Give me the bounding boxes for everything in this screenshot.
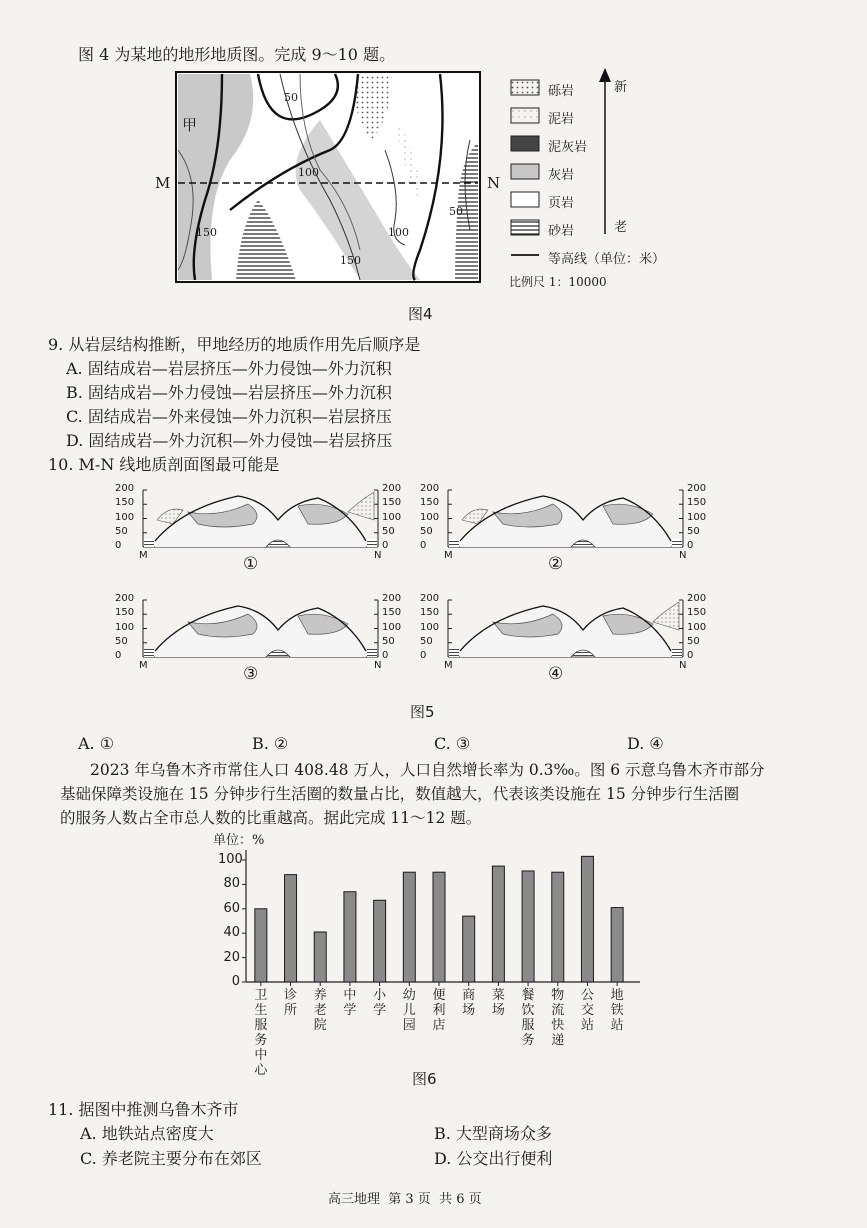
y-tick-label: 40: [223, 925, 240, 941]
q10-option-c: C. ③: [434, 734, 471, 753]
y-tick-label: 80: [223, 876, 240, 892]
endpoint-N: N: [374, 550, 382, 561]
axis-tick-label: 150: [115, 607, 135, 619]
axis-tick-label: 0: [382, 540, 389, 551]
bar: [344, 892, 356, 982]
q9-option-c: C. 固结成岩—外来侵蚀—外力沉积—岩层挤压: [66, 407, 392, 426]
axis-tick-label: 150: [687, 497, 707, 509]
q11-option-b: B. 大型商场众多: [434, 1124, 552, 1143]
axis-tick-label: 150: [687, 607, 707, 619]
endpoint-M: M: [444, 550, 453, 561]
contour-label: 150: [196, 226, 217, 239]
q10-option-a: A. ①: [78, 734, 115, 753]
legend-mudstone: 泥岩: [548, 112, 575, 127]
axis-tick-label: 50: [115, 525, 128, 537]
page-footer: 高三地理 第 3 页 共 6 页: [328, 1192, 482, 1207]
fig4-caption: 图4: [408, 305, 433, 323]
bar: [522, 871, 534, 982]
bar: [374, 900, 386, 982]
legend-shale: 页岩: [548, 196, 575, 211]
fig4-intro: 图 4 为某地的地形地质图。完成 9～10 题。: [78, 45, 396, 64]
bar: [581, 856, 593, 982]
legend-conglomerate: 砾岩: [548, 84, 575, 99]
legend-limestone: 灰岩: [548, 168, 575, 183]
axis-tick-label: 150: [420, 607, 440, 619]
contour-label: 50: [284, 91, 298, 104]
q9-option-b: B. 固结成岩—外力侵蚀—岩层挤压—外力沉积: [66, 383, 392, 402]
axis-tick-label: 100: [420, 511, 440, 523]
bar: [403, 872, 415, 982]
axis-tick-label: 200: [687, 593, 707, 604]
chart-unit-label: 单位：%: [213, 833, 265, 848]
x-category-label: 诊所: [284, 988, 298, 1018]
bar: [314, 932, 326, 982]
profile-number-label: ④: [548, 664, 564, 684]
axis-tick-label: 0: [420, 650, 427, 661]
x-category-label: 菜场: [491, 988, 505, 1018]
q10-stem: 10. M-N 线地质剖面图最可能是: [48, 455, 280, 474]
label-M: M: [155, 174, 171, 192]
axis-tick-label: 0: [115, 540, 122, 551]
endpoint-M: M: [444, 660, 453, 671]
axis-tick-label: 200: [420, 483, 440, 494]
bar: [285, 875, 297, 982]
axis-tick-label: 50: [687, 635, 700, 647]
q11-option-c: C. 养老院主要分布在郊区: [80, 1149, 262, 1168]
axis-tick-label: 200: [382, 593, 402, 604]
axis-tick-label: 100: [687, 511, 707, 523]
bar: [433, 872, 445, 982]
axis-tick-label: 100: [382, 621, 402, 633]
y-tick-label: 100: [218, 852, 243, 867]
scale-text: 比例尺 1：10000: [509, 275, 607, 289]
axis-tick-label: 100: [382, 511, 402, 523]
fig5-caption: 图5: [410, 703, 435, 721]
contour-label: 100: [298, 166, 319, 179]
passage-line: 2023 年乌鲁木齐市常住人口 408.48 万人，人口自然增长率为 0.3‰。图 6 示意乌鲁木齐市部分: [90, 761, 765, 779]
label-jia: 甲: [182, 116, 198, 134]
endpoint-M: M: [139, 660, 148, 671]
fig6-caption: 图6: [412, 1070, 437, 1088]
q11-option-a: A. 地铁站点密度大: [80, 1124, 214, 1143]
q9-stem: 9. 从岩层结构推断，甲地经历的地质作用先后顺序是: [48, 335, 421, 354]
arrow-new-label: 新: [614, 80, 628, 95]
x-category-label: 商场: [462, 988, 476, 1018]
axis-tick-label: 100: [115, 621, 135, 633]
endpoint-N: N: [679, 550, 687, 561]
x-category-label: 幼儿园: [402, 988, 416, 1033]
y-tick-label: 0: [231, 974, 240, 989]
profile-number-label: ③: [243, 664, 259, 684]
bar: [255, 909, 267, 982]
axis-tick-label: 50: [420, 525, 433, 537]
x-category-label: 卫生服务中心: [254, 988, 268, 1078]
y-tick-label: 20: [223, 949, 240, 965]
x-category-label: 中学: [343, 988, 357, 1018]
axis-tick-label: 100: [115, 511, 135, 523]
axis-tick-label: 0: [382, 650, 389, 661]
axis-tick-label: 100: [420, 621, 440, 633]
contour-label: 100: [388, 226, 409, 239]
axis-tick-label: 200: [115, 483, 135, 494]
q10-option-d: D. ④: [627, 734, 664, 753]
axis-tick-label: 0: [420, 540, 427, 551]
passage-line: 基础保障类设施在 15 分钟步行生活圈的数量占比，数值越大，代表该类设施在 15 分钟步行生活圈: [60, 785, 740, 803]
axis-tick-label: 0: [687, 540, 694, 551]
q9-option-a: A. 固结成岩—岩层挤压—外力侵蚀—外力沉积: [66, 359, 392, 378]
axis-tick-label: 0: [115, 650, 122, 661]
bar: [463, 916, 475, 982]
q10-option-b: B. ②: [252, 734, 289, 753]
axis-tick-label: 200: [687, 483, 707, 494]
profile-number-label: ①: [243, 554, 259, 574]
x-category-label: 物流快递: [551, 988, 565, 1048]
legend-contour: 等高线（单位：米）: [548, 252, 666, 267]
profile-number-label: ②: [548, 554, 564, 574]
x-category-label: 小学: [373, 988, 387, 1018]
axis-tick-label: 50: [115, 635, 128, 647]
legend-marl: 泥灰岩: [548, 140, 588, 155]
passage-line: 的服务人数占全市总人数的比重越高。据此完成 11～12 题。: [60, 809, 482, 827]
x-category-label: 地铁站: [610, 988, 624, 1033]
axis-tick-label: 150: [420, 497, 440, 509]
arrow-old-label: 老: [614, 220, 628, 235]
bar: [492, 866, 504, 982]
q11-option-d: D. 公交出行便利: [434, 1149, 553, 1168]
axis-tick-label: 150: [115, 497, 135, 509]
x-category-label: 公交站: [580, 988, 594, 1033]
contour-label: 150: [340, 254, 361, 267]
axis-tick-label: 150: [382, 607, 402, 619]
bar: [552, 872, 564, 982]
endpoint-N: N: [679, 660, 687, 671]
x-category-label: 餐饮服务: [521, 988, 535, 1048]
axis-tick-label: 200: [420, 593, 440, 604]
bar: [611, 908, 623, 982]
axis-tick-label: 50: [420, 635, 433, 647]
axis-tick-label: 50: [382, 635, 395, 647]
axis-tick-label: 150: [382, 497, 402, 509]
axis-tick-label: 200: [115, 593, 135, 604]
axis-tick-label: 200: [382, 483, 402, 494]
axis-tick-label: 50: [382, 525, 395, 537]
y-tick-label: 60: [223, 900, 240, 916]
legend-sandstone: 砂岩: [548, 224, 575, 239]
contour-label: 50: [449, 205, 463, 218]
x-category-label: 便利店: [432, 988, 446, 1033]
axis-tick-label: 0: [687, 650, 694, 661]
q9-option-d: D. 固结成岩—外力沉积—外力侵蚀—岩层挤压: [66, 431, 393, 450]
endpoint-M: M: [139, 550, 148, 561]
x-category-label: 养老院: [313, 988, 327, 1033]
axis-tick-label: 100: [687, 621, 707, 633]
axis-tick-label: 50: [687, 525, 700, 537]
label-N: N: [487, 174, 501, 192]
q11-stem: 11. 据图中推测乌鲁木齐市: [48, 1100, 239, 1119]
endpoint-N: N: [374, 660, 382, 671]
